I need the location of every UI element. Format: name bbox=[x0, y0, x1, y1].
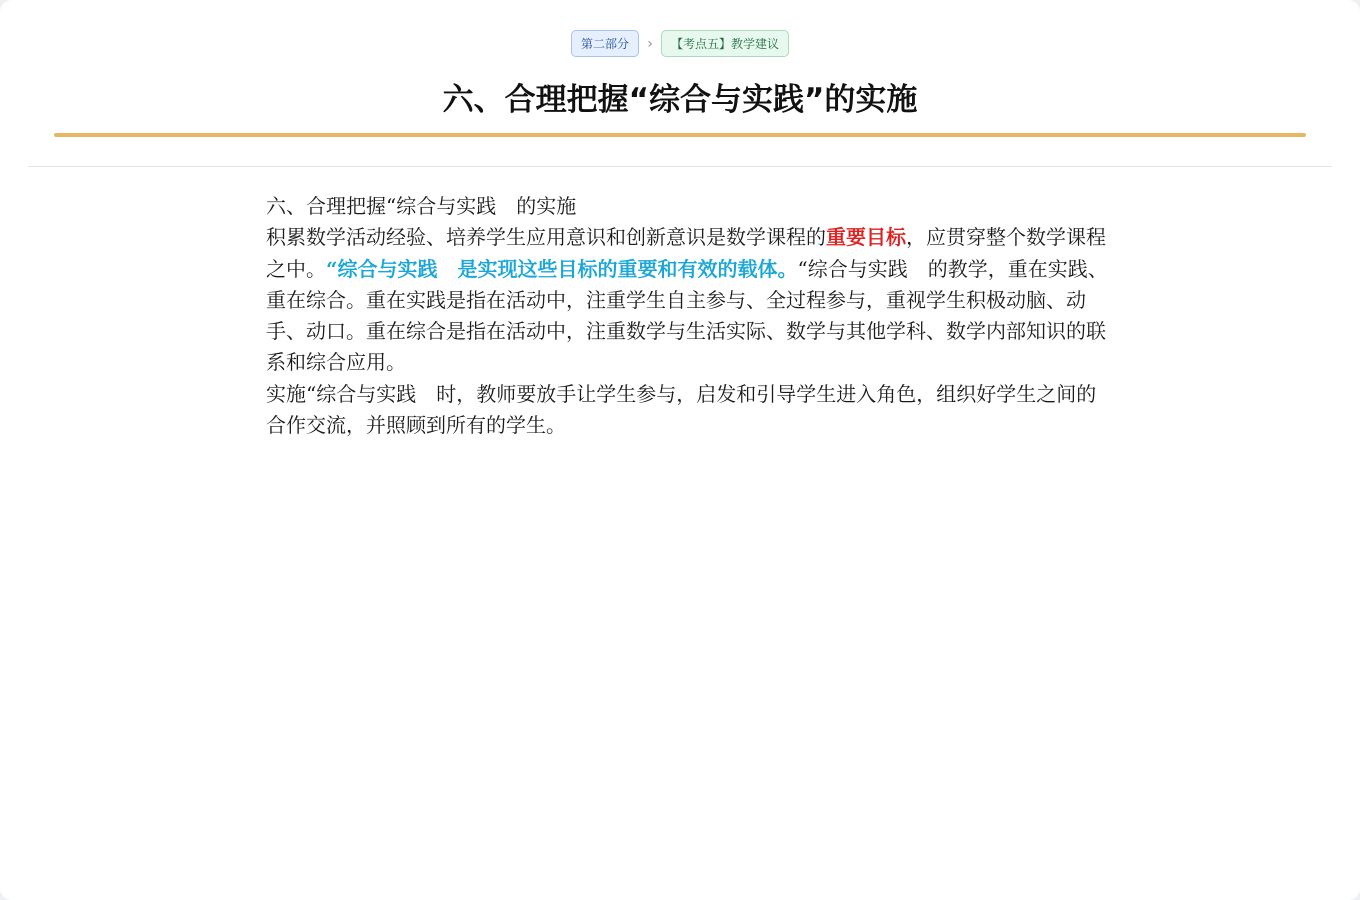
paragraph-1-text-a: 积累数学活动经验、培养学生应用意识和创新意识是数学课程的 bbox=[266, 225, 826, 250]
breadcrumb-point[interactable]: 【考点五】教学建议 bbox=[661, 30, 789, 57]
page-title: 六、合理把握“综合与实践”的实施 bbox=[442, 82, 918, 118]
breadcrumb-separator-icon: › bbox=[647, 35, 653, 52]
breadcrumb-part[interactable]: 第二部分 bbox=[571, 30, 639, 57]
content-heading: 六、合理把握“综合与实践 的实施 bbox=[266, 194, 577, 218]
paragraph-1-text-c: “综合与实践 的教学，重在实践、重在综合。重在实践是指在活动中，注重学生自主参与、全过程参与，重视学生积极动脑、动手、动口。重在综合是指在活动中，注重数学与生活实际、数学与其他学科、数学内部知识的联系和综合应用。 bbox=[266, 256, 1108, 375]
header-divider bbox=[28, 166, 1332, 167]
highlight-blue: “综合与实践 是实现这些目标的重要和有效的载体。 bbox=[326, 256, 798, 281]
highlight-red: 重要目标 bbox=[826, 225, 906, 250]
breadcrumb bbox=[0, 30, 1360, 57]
content-body bbox=[266, 191, 1116, 441]
paragraph-2: 实施“综合与实践 时，教师要放手让学生参与，启发和引导学生进入角色，组织好学生之间的合作交流，并照顾到所有的学生。 bbox=[266, 381, 1097, 438]
paragraph-1 bbox=[266, 222, 1116, 378]
title-underline bbox=[54, 133, 1306, 137]
paragraph-1-text-b: ，应贯穿整个数学课程之中。 bbox=[266, 225, 1106, 281]
page-header bbox=[0, 0, 1360, 168]
